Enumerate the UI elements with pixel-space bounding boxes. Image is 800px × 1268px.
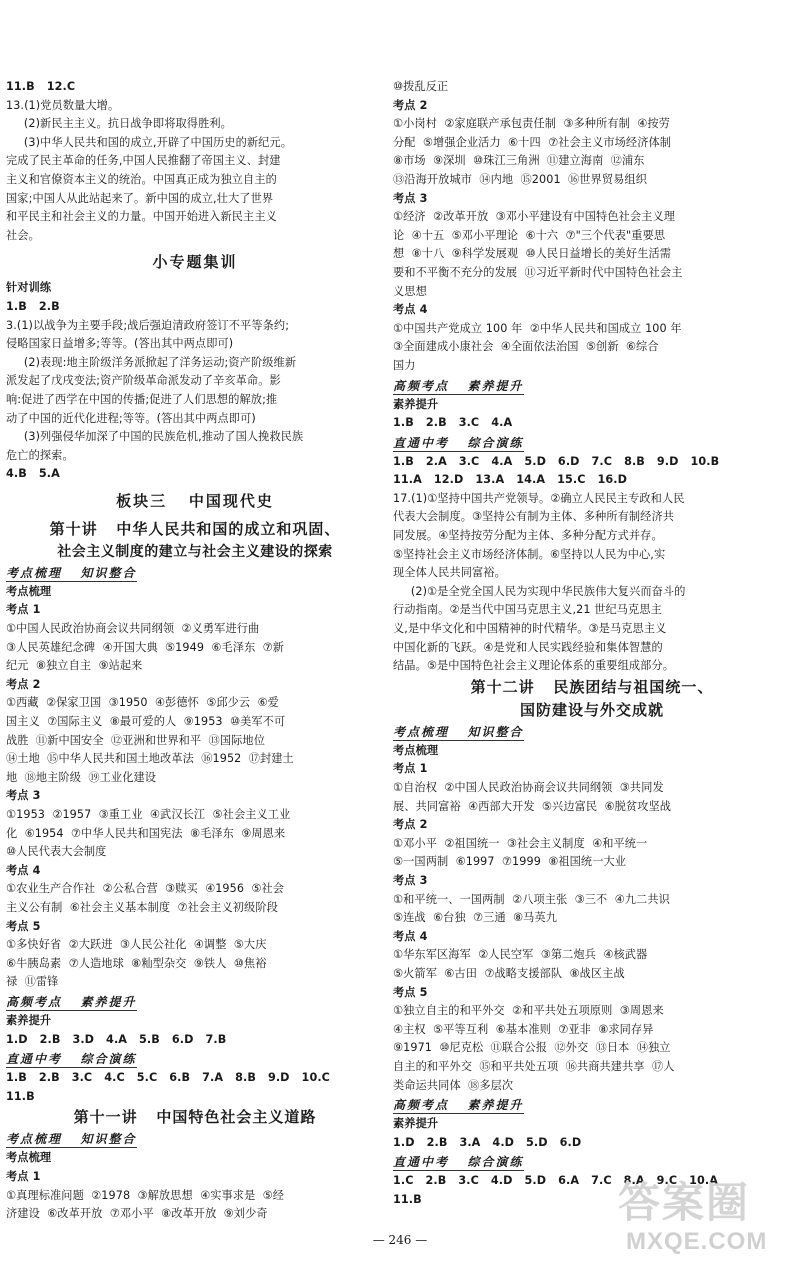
text-line: 11.A 12.D 13.A 14.A 15.C 16.D — [393, 473, 627, 487]
text-line: ①1953 ②1957 ③重工业 ④武汉长江 ⑤社会主义工业 — [6, 808, 291, 821]
section-band-label: 考点梳理 知识整合 — [6, 1132, 137, 1147]
text-line: 素养提升 — [393, 397, 439, 411]
section-heading: 国防建设与外交成就 — [519, 700, 664, 719]
text-line: 考点梳理 — [393, 743, 439, 757]
text-line: 国主义 ⑦国际主义 ⑧最可爱的人 ⑨1953 ⑩美军不可 — [6, 715, 286, 729]
text-line: (2)新民主主义。抗日战争即将取得胜利。 — [23, 117, 232, 131]
text-line: 代表大会制度。③坚持公有制为主体、多种所有制经济共 — [393, 510, 675, 524]
section-heading: 第十二讲 民族团结与祖国统一、 — [470, 677, 714, 696]
text-line: ⑩拨乱反正 — [393, 80, 449, 93]
section-band — [6, 1129, 384, 1149]
text-line: 考点 1 — [6, 1169, 41, 1183]
left-column — [6, 78, 384, 1224]
text-line: 行动指南。②是当代中国马克思主义,21 世纪马克思主 — [393, 603, 662, 617]
text-line: 动了中国的近代化进程;等等。(答出其中两点即可) — [6, 411, 256, 425]
text-line: 危亡的探索。 — [6, 448, 74, 462]
text-line: 考点 4 — [6, 863, 41, 877]
text-line: 想 ⑧十八 ⑨科学发展观 ⑩人民日益增长的美好生活需 — [393, 247, 672, 261]
section-band-label: 直通中考 综合演练 — [6, 1052, 137, 1067]
text-line: ①经济 ②改革开放 ③邓小平建设有中国特色社会主义理 — [393, 210, 676, 224]
text-line: 考点 1 — [393, 762, 428, 776]
watermark-url: MXQE.COM — [626, 1228, 768, 1255]
text-line: ①中国共产党成立 100 年 ②中华人民共和国成立 100 年 — [393, 321, 682, 335]
text-line: 中国化新的飞跃。④是党和人民实践经验和集体智慧的 — [393, 640, 663, 654]
text-line: 考点 5 — [393, 985, 428, 999]
text-line: 1.B 2.B 3.C 4.A — [393, 416, 513, 430]
text-line: 战胜 ⑪新中国安全 ⑫亚洲和世界和平 ⑬国际地位 — [6, 733, 265, 747]
text-line: ⑤连战 ⑥台独 ⑦三通 ⑧马英九 — [393, 911, 558, 925]
text-line: 现全体人民共同富裕。 — [393, 566, 506, 580]
section-band-label: 直通中考 综合演练 — [393, 1155, 524, 1170]
text-line: 考点 2 — [393, 818, 428, 832]
text-line: (2)①是全党全国人民为实现中华民族伟大复兴而奋斗的 — [410, 584, 686, 598]
text-line: 1.B 2.A 3.C 4.A 5.D 6.D 7.C 8.B 9.D 10.B — [393, 454, 720, 468]
section-band — [393, 376, 791, 396]
text-line: (2)表现:地主阶级洋务派掀起了洋务运动;资产阶级维新 — [23, 355, 297, 369]
text-line: 考点 2 — [393, 98, 428, 112]
section-band-label: 高频考点 素养提升 — [393, 378, 524, 393]
text-line: 考点 4 — [393, 303, 428, 317]
section-band — [6, 1049, 384, 1069]
text-line: 化 ⑥1954 ⑦中华人民共和国宪法 ⑧毛泽东 ⑨周恩来 — [6, 826, 286, 840]
text-line: ①农业生产合作社 ②公私合营 ③赎买 ④1956 ⑤社会 — [6, 882, 285, 896]
text-line: ③全面建成小康社会 ④全面依法治国 ⑤创新 ⑥综合 — [393, 340, 659, 354]
text-line: 11.B 12.C — [6, 80, 76, 93]
text-line: ⑭土地 ⑮中华人民共和国土地改革法 ⑯1952 ⑰封建土 — [6, 752, 294, 766]
text-line: ①多快好省 ②大跃进 ③人民公社化 ④调整 ⑤大庆 — [6, 938, 267, 952]
text-line: 结晶。⑤是中国特色社会主义理论体系的重要组成部分。 — [393, 659, 675, 673]
section-band-label: 高频考点 素养提升 — [393, 1098, 524, 1113]
text-line: ④主权 ⑤平等互利 ⑥基本准则 ⑦亚非 ⑧求同存异 — [393, 1022, 654, 1036]
text-line: ⑥牛胰岛素 ⑦人造地球 ⑧籼型杂交 ⑨铁人 ⑩焦裕 — [6, 956, 267, 970]
text-line: 派发起了戊戌变法;资产阶级革命派发动了辛亥革命。影 — [6, 374, 281, 388]
text-line: 主义公有制 ⑥社会主义基本制度 ⑦社会主义初级阶段 — [6, 900, 278, 914]
section-band — [393, 433, 791, 453]
text-line: ⑩人民代表大会制度 — [6, 845, 107, 859]
text-line: ①华东军区海军 ②人民空军 ③第二炮兵 ④核武器 — [393, 948, 648, 962]
watermark-logo — [612, 1170, 794, 1262]
text-line: ①西藏 ②保家卫国 ③1950 ④彭德怀 ⑤邱少云 ⑥爱 — [6, 696, 279, 710]
text-line: 自主的和平外交 ⑮和平共处五项 ⑯共商共建共享 ⑰人 — [393, 1059, 675, 1073]
text-line: 响:促进了西学在中国的传播;促进了人们思想的解放;推 — [6, 392, 278, 406]
text-line: ①真理标准问题 ②1978 ③解放思想 ④实事求是 ⑤经 — [6, 1188, 285, 1202]
section-heading: 小专题集训 — [152, 253, 238, 272]
text-line: ⑤一国两制 ⑥1997 ⑦1999 ⑧祖国统一大业 — [393, 855, 627, 869]
text-line: ⑨1971 ⑩尼克松 ⑪联合公报 ⑫外交 ⑬日本 ⑭独立 — [393, 1041, 671, 1055]
text-line: 考点 3 — [393, 191, 428, 205]
text-line: 分配 ⑤增强企业活力 ⑥十四 ⑦社会主义市场经济体制 — [393, 135, 672, 149]
text-line: 考点 4 — [393, 929, 428, 943]
text-line: 考点 3 — [6, 789, 41, 803]
text-line: 考点 2 — [6, 677, 41, 691]
text-line: 11.B — [6, 1089, 35, 1103]
text-line: 1.B 2.B — [6, 299, 60, 313]
section-band-label: 考点梳理 知识整合 — [393, 724, 524, 739]
text-line: 侵略国家日益增多;等等。(答出其中两点即可) — [6, 337, 234, 351]
text-line: 考点梳理 — [6, 1151, 52, 1165]
watermark-text: 答案圈 — [618, 1178, 751, 1227]
text-line: ⑧市场 ⑨深圳 ⑩珠江三角洲 ⑪建立海南 ⑫浦东 — [393, 154, 645, 168]
text-line: 论 ④十五 ⑤邓小平理论 ⑥十六 ⑦"三个代表"重要思 — [393, 228, 666, 242]
text-line: 义思想 — [393, 284, 427, 298]
text-line: 11.B — [393, 1192, 422, 1206]
text-line: ①独立自主的和平外交 ②和平共处五项原则 ③周恩来 — [393, 1004, 664, 1018]
text-line: 素养提升 — [6, 1013, 52, 1027]
section-heading: 板块三 中国现代史 — [116, 491, 274, 510]
text-line: ①小岗村 ②家庭联产承包责任制 ③多种所有制 ④按劳 — [393, 117, 670, 131]
text-line: 禄 ⑪雷锋 — [6, 975, 59, 989]
text-line: 地 ⑱地主阶级 ⑲工业化建设 — [6, 770, 157, 784]
section-heading: 第十讲 中华人民共和国的成立和巩固、 — [49, 519, 341, 538]
section-band-label: 直通中考 综合演练 — [393, 435, 524, 450]
section-band — [6, 992, 384, 1012]
section-band-label: 高频考点 素养提升 — [6, 994, 137, 1009]
section-band-label: 考点梳理 知识整合 — [6, 565, 137, 580]
text-line: 17.(1)①坚持中国共产党领导。②确立人民民主专政和人民 — [393, 491, 685, 505]
section-band — [393, 722, 791, 742]
text-line: ③人民英雄纪念碑 ④开国大典 ⑤1949 ⑥毛泽东 ⑦新 — [6, 640, 285, 654]
text-line: ①和平统一、一国两制 ②八项主张 ③三不 ④九二共识 — [393, 892, 670, 906]
text-line: ⑤火箭军 ⑥古田 ⑦战略支援部队 ⑧战区主战 — [393, 966, 625, 980]
section-heading: 第十一讲 中国特色社会主义道路 — [73, 1108, 317, 1127]
text-line: 考点 5 — [6, 919, 41, 933]
text-line: 针对训练 — [6, 281, 52, 295]
text-line: 3.(1)以战争为主要手段;战后强迫清政府签订不平等条约; — [6, 318, 290, 332]
text-line: 类命运共同体 ⑱多层次 — [393, 1078, 514, 1092]
text-line: (3)中华人民共和国的成立,开辟了中国历史的新纪元。 — [23, 135, 293, 149]
text-line: ①中国人民政治协商会议共同纲领 ②义勇军进行曲 — [6, 622, 260, 636]
text-line: ①邓小平 ②祖国统一 ③社会主义制度 ④和平统一 — [393, 836, 648, 850]
text-line: 国力 — [393, 358, 416, 372]
text-line: 1.D 2.B 3.D 4.A 5.B 6.D 7.B — [6, 1032, 227, 1046]
text-line: 和平民主和社会主义的力量。中国开始进入新民主主义 — [6, 210, 277, 224]
text-line: 展、共同富裕 ④西部大开发 ⑤兴边富民 ⑥脱贫攻坚战 — [393, 799, 672, 813]
text-line: 同发展。④坚持按劳分配为主体、多种分配方式并存。 — [393, 529, 663, 543]
section-band — [393, 1095, 791, 1115]
text-line: (3)列强侵华加深了中国的民族危机,推动了国人挽救民族 — [23, 430, 304, 444]
text-line: 义,是中华文化和中国精神的时代精华。③是马克思主义 — [393, 622, 667, 636]
text-line: 1.B 2.B 3.C 4.C 5.C 6.B 7.A 8.B 9.D 10.C — [6, 1071, 330, 1085]
section-heading: 社会主义制度的建立与社会主义建设的探索 — [57, 543, 333, 560]
text-line: ⑤坚持社会主义市场经济体制。⑥坚持以人民为中心,实 — [393, 547, 666, 561]
text-line: 1.C 2.B 3.C 4.D 5.D 6.A 7.C 8.A 9.C 10.A — [393, 1174, 719, 1188]
text-line: 考点梳理 — [6, 584, 52, 598]
text-line: 考点 3 — [393, 873, 428, 887]
text-line: 13.(1)党员数量大增。 — [6, 98, 120, 112]
text-line: 考点 1 — [6, 603, 41, 617]
section-band — [6, 563, 384, 583]
text-line: 4.B 5.A — [6, 467, 60, 481]
text-line: 1.D 2.B 3.A 4.D 5.D 6.D — [393, 1135, 582, 1149]
text-line: 国家;中国人从此站起来了。新中国的成立,壮大了世界 — [6, 191, 274, 205]
text-line: 要和不平衡不充分的发展 ⑪习近平新时代中国特色社会主 — [393, 265, 683, 279]
text-line: 主义和官僚资本主义的统治。中国真正成为独立自主的 — [6, 172, 277, 186]
text-line: 纪元 ⑧独立自主 ⑨站起来 — [6, 659, 143, 673]
text-line: 完成了民主革命的任务,中国人民推翻了帝国主义、封建 — [6, 154, 281, 168]
page-number: — 246 — — [372, 1233, 428, 1247]
text-line: 社会。 — [6, 228, 40, 242]
text-line: ⑬沿海开放城市 ⑭内地 ⑮2001 ⑯世界贸易组织 — [393, 172, 647, 186]
right-column — [393, 78, 791, 1209]
text-line: ①自治权 ②中国人民政治协商会议共同纲领 ③共同发 — [393, 781, 664, 794]
text-line: 素养提升 — [393, 1117, 439, 1131]
text-line: 济建设 ⑥改革开放 ⑦邓小平 ⑧改革开放 ⑨刘少奇 — [6, 1207, 268, 1221]
